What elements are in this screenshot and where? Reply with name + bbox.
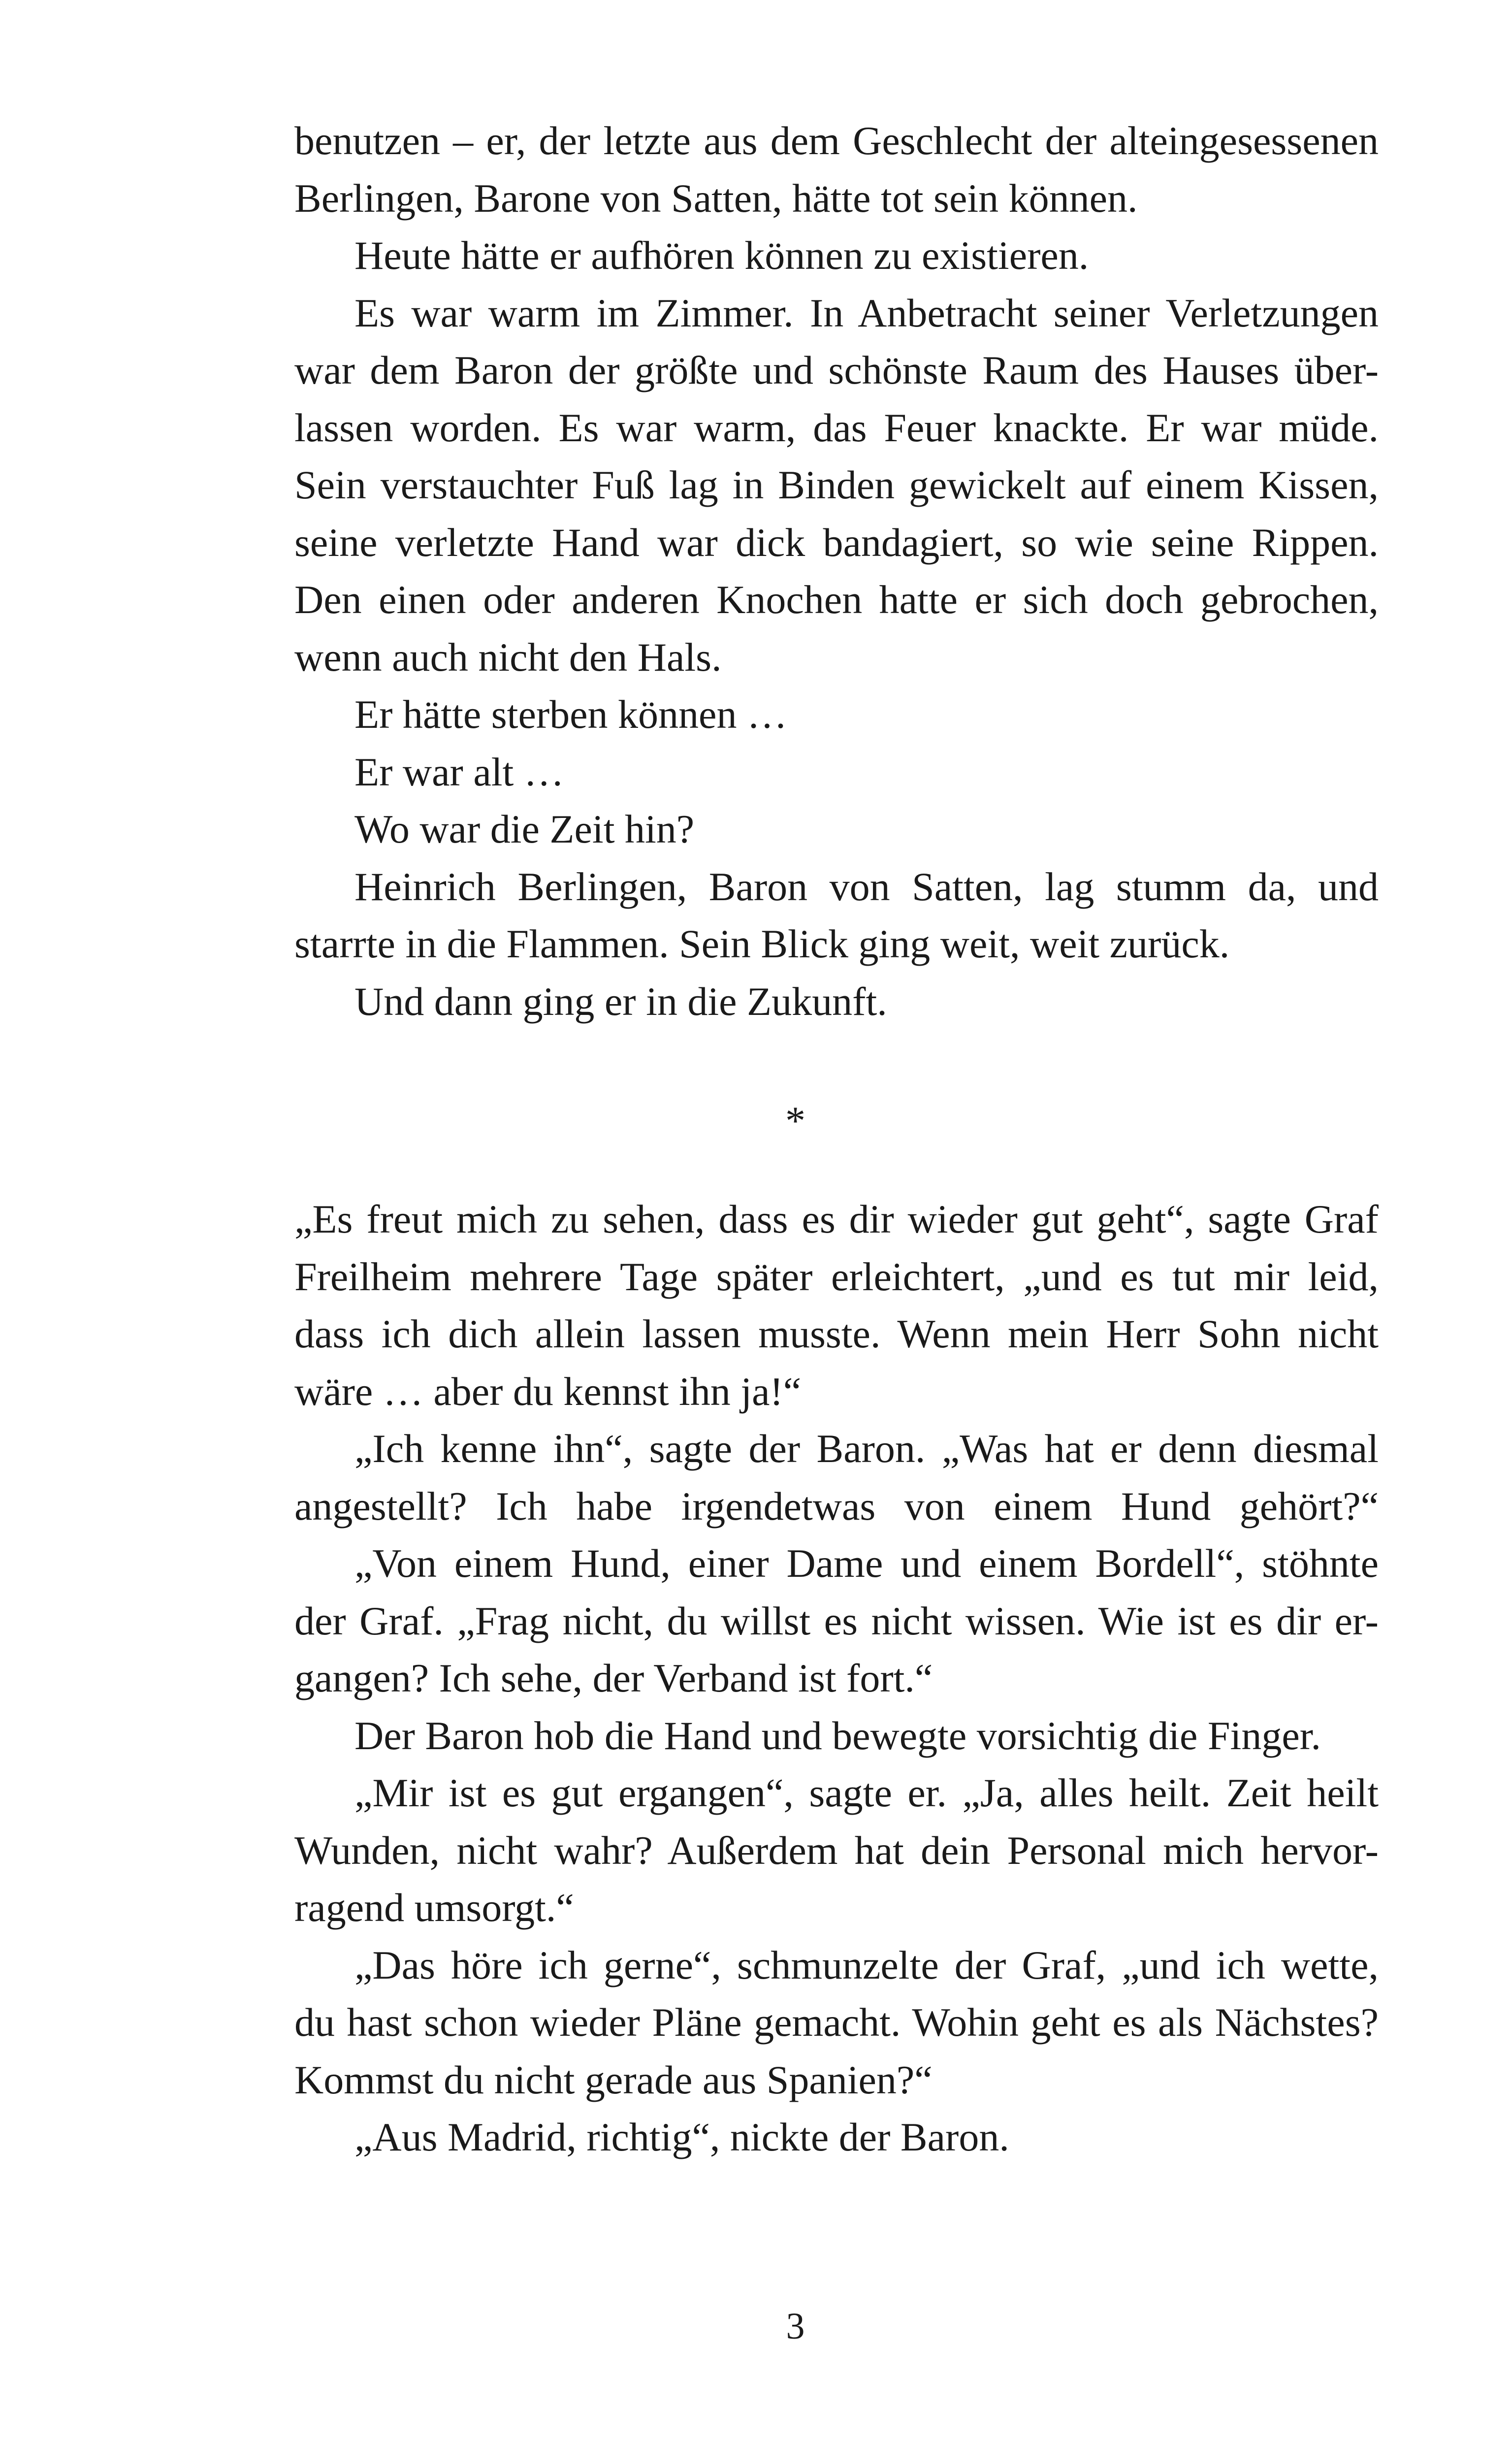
- text-line: Er hätte sterben können …: [354, 692, 787, 737]
- text-line: „Es freut mich zu sehen, dass es dir wieder gut geht“, sagte Graf: [294, 1197, 1379, 1241]
- text-line: ragend umsorgt.“: [294, 1885, 574, 1930]
- text-line: Freilheim mehrere Tage später erleichtert, „und es tut mir leid,: [294, 1254, 1379, 1299]
- text-line: Heute hätte er aufhören können zu existieren.: [354, 233, 1089, 278]
- text-line: gangen? Ich sehe, der Verband ist fort.“: [294, 1656, 933, 1700]
- text-line: Er war alt …: [354, 749, 564, 794]
- text-section-1: [294, 112, 1379, 1030]
- text-line: Sein verstauchter Fuß lag in Binden gewickelt auf einem Kissen,: [294, 462, 1379, 507]
- text-line: Kommst du nicht gerade aus Spanien?“: [294, 2057, 933, 2102]
- text-line: „Aus Madrid, richtig“, nickte der Baron.: [354, 2115, 1009, 2159]
- text-line: Wo war die Zeit hin?: [354, 807, 695, 851]
- text-line: Es war warm im Zimmer. In Anbetracht seiner Verletzungen: [354, 290, 1379, 335]
- text-line: „Mir ist es gut ergangen“, sagte er. „Ja, alles heilt. Zeit heilt: [354, 1770, 1379, 1815]
- text-line: Heinrich Berlingen, Baron von Satten, lag stumm da, und: [354, 864, 1379, 909]
- text-line: benutzen – er, der letzte aus dem Geschlecht der alteingesessenen: [294, 118, 1379, 163]
- text-line: starrte in die Flammen. Sein Blick ging weit, weit zurück.: [294, 921, 1230, 966]
- section-separator: *: [785, 1098, 805, 1143]
- text-line: Wunden, nicht wahr? Außerdem hat dein Personal mich hervor-: [294, 1827, 1379, 1873]
- text-line: angestellt? Ich habe irgendetwas von einem Hund gehört?“: [294, 1483, 1379, 1529]
- text-line: „Ich kenne ihn“, sagte der Baron. „Was hat er denn diesmal: [354, 1426, 1379, 1471]
- text-line: du hast schon wieder Pläne gemacht. Wohin geht es als Nächstes?: [294, 2000, 1379, 2045]
- text-line: war dem Baron der größte und schönste Raum des Hauses über-: [294, 348, 1379, 392]
- page-number: 3: [786, 2306, 805, 2347]
- text-line: wäre … aber du kennst ihn ja!“: [294, 1368, 802, 1414]
- text-line: lassen worden. Es war warm, das Feuer knackte. Er war müde.: [294, 405, 1379, 450]
- text-line: wenn auch nicht den Hals.: [294, 634, 722, 680]
- text-line: der Graf. „Frag nicht, du willst es nicht wissen. Wie ist es dir er-: [294, 1598, 1379, 1643]
- text-section-2: [294, 1191, 1379, 2166]
- text-line: Den einen oder anderen Knochen hatte er sich doch gebrochen,: [294, 577, 1379, 622]
- text-line: Berlingen, Barone von Satten, hätte tot sein können.: [294, 175, 1138, 221]
- text-line: „Das höre ich gerne“, schmunzelte der Graf, „und ich wette,: [354, 1942, 1379, 1987]
- text-line: dass ich dich allein lassen musste. Wenn mein Herr Sohn nicht: [294, 1311, 1379, 1356]
- text-line: seine verletzte Hand war dick bandagiert, so wie seine Rippen.: [294, 520, 1379, 565]
- text-line: Und dann ging er in die Zukunft.: [354, 978, 887, 1024]
- text-line: „Von einem Hund, einer Dame und einem Bordell“, stöhnte: [354, 1541, 1379, 1586]
- text-line: Der Baron hob die Hand und bewegte vorsichtig die Finger.: [354, 1713, 1321, 1758]
